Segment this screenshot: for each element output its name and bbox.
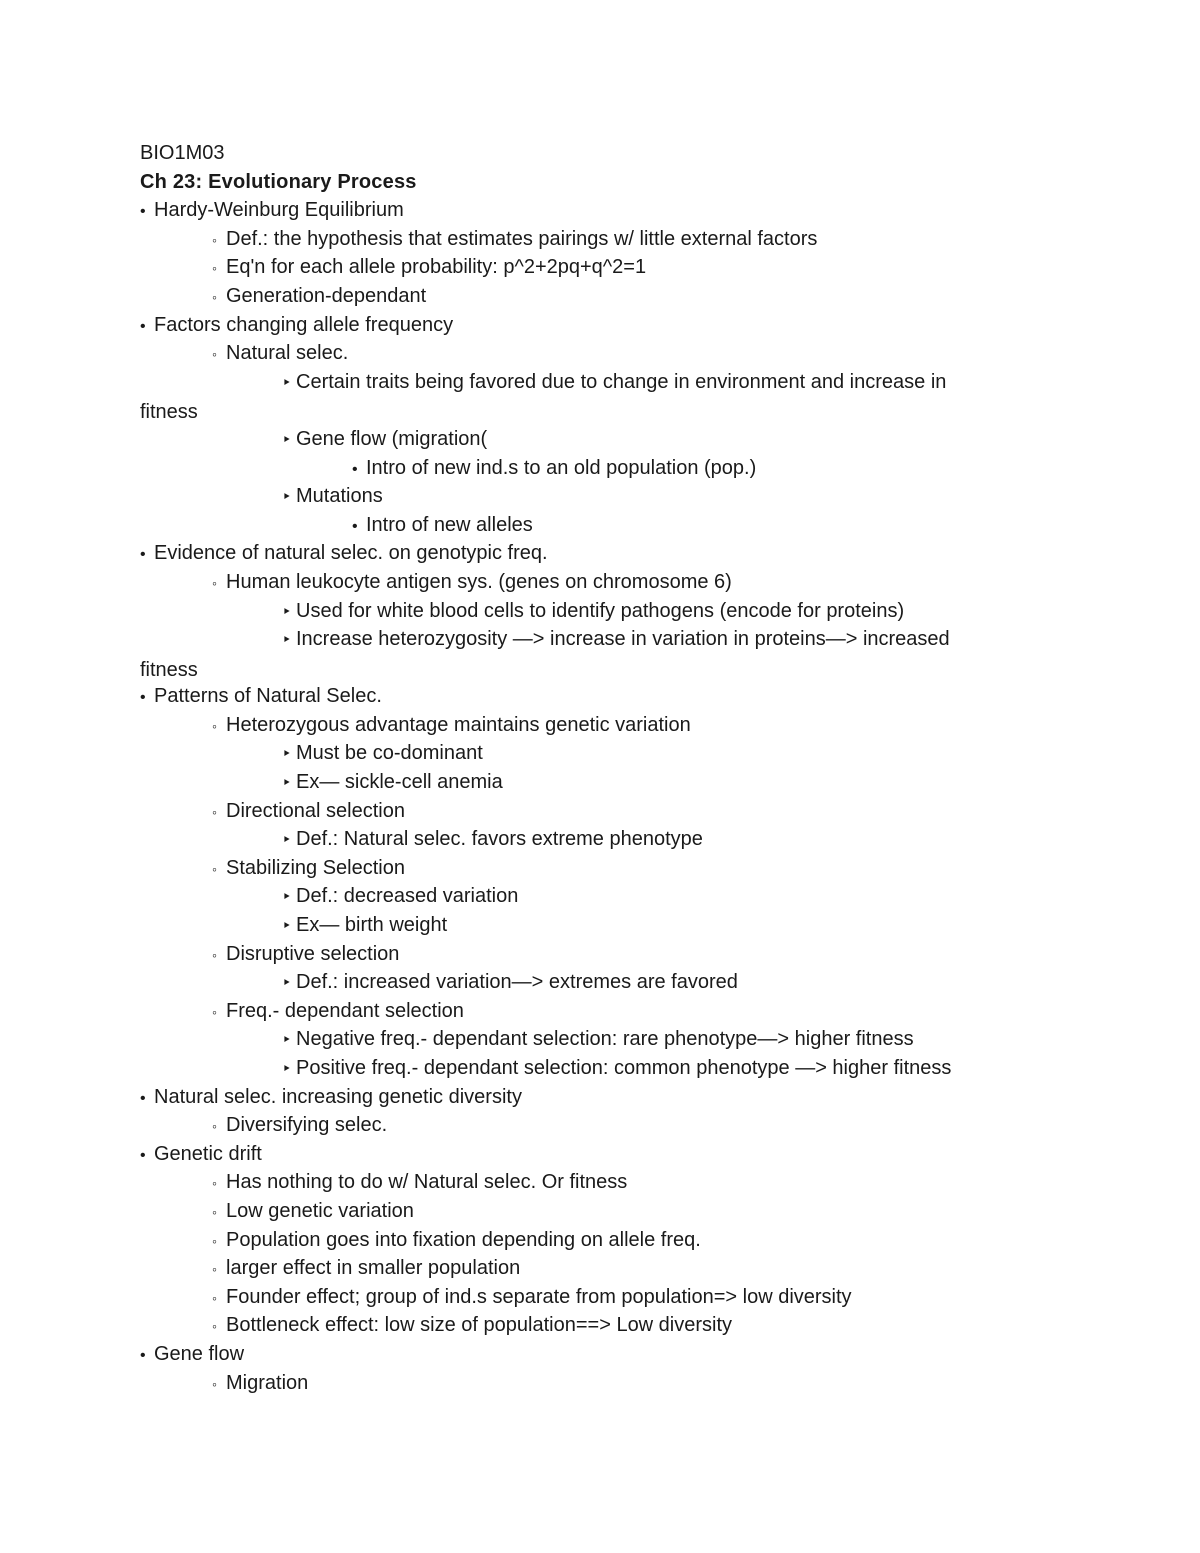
bullet-triangle-icon xyxy=(282,482,296,513)
outline-item-continuation: fitness xyxy=(140,658,198,681)
bullet-circle-icon xyxy=(212,1111,226,1141)
bullet-triangle-icon xyxy=(282,1054,296,1085)
bullet-circle-icon xyxy=(212,1283,226,1313)
outline-item xyxy=(140,739,1020,768)
bullet-circle-icon xyxy=(212,225,226,255)
outline-item xyxy=(140,1140,1020,1169)
outline-item xyxy=(140,368,1020,425)
outline-item-text: Used for white blood cells to identify pathogens (encode for proteins) xyxy=(296,599,905,622)
outline-item xyxy=(140,482,1020,511)
outline-item xyxy=(140,1197,1020,1226)
bullet-circle-icon xyxy=(212,282,226,312)
outline-item xyxy=(140,854,1020,883)
outline-item-text: Generation-dependant xyxy=(226,284,427,307)
outline-item xyxy=(140,454,1020,483)
bullet-circle-icon xyxy=(212,1311,226,1341)
outline-item-text: Gene flow (migration( xyxy=(296,427,488,450)
outline-item-text: Stabilizing Selection xyxy=(226,856,405,879)
notes-body xyxy=(140,139,1020,1397)
outline-item xyxy=(140,711,1020,740)
bullet-circle-icon xyxy=(212,1197,226,1227)
outline-item xyxy=(140,225,1020,254)
outline-item-text: Human leukocyte antigen sys. (genes on chromosome 6) xyxy=(226,570,732,593)
outline-item xyxy=(140,797,1020,826)
bullet-dot-icon xyxy=(140,196,154,227)
bullet-triangle-icon xyxy=(282,739,296,770)
bullet-circle-icon xyxy=(212,711,226,741)
bullet-dot-icon xyxy=(140,1140,154,1171)
outline-item xyxy=(140,311,1020,340)
outline-item xyxy=(140,1283,1020,1312)
outline-item xyxy=(140,511,1020,540)
bullet-circle-icon xyxy=(212,1254,226,1284)
outline-item xyxy=(140,968,1020,997)
outline-item xyxy=(140,1340,1020,1369)
outline-item xyxy=(140,1369,1020,1398)
outline-item-text: Ex— sickle-cell anemia xyxy=(296,771,503,794)
course-code: BIO1M03 xyxy=(140,142,225,164)
bullet-dot-icon xyxy=(140,311,154,342)
bullet-dot-icon xyxy=(140,539,154,570)
outline-item-text: Bottleneck effect: low size of population==> Low diversity xyxy=(226,1314,733,1337)
outline-item xyxy=(140,1168,1020,1197)
outline-item-text: Def.: increased variation—> extremes are favored xyxy=(296,971,738,994)
outline-item-text: Disruptive selection xyxy=(226,942,400,965)
bullet-circle-icon xyxy=(212,253,226,283)
outline-item xyxy=(140,196,1020,225)
outline-item-continuation: fitness xyxy=(140,401,198,424)
outline-item-text: Population goes into fixation depending on allele freq. xyxy=(226,1228,701,1251)
outline-item xyxy=(140,768,1020,797)
outline-item xyxy=(140,425,1020,454)
outline-item-text: Patterns of Natural Selec. xyxy=(154,685,382,708)
bullet-dot-icon xyxy=(140,1083,154,1114)
outline-item xyxy=(140,682,1020,711)
outline-item-text: Intro of new alleles xyxy=(366,513,533,536)
outline-item-text: larger effect in smaller population xyxy=(226,1257,521,1280)
outline-item xyxy=(140,1311,1020,1340)
bullet-circle-icon xyxy=(212,1226,226,1256)
outline-item xyxy=(140,568,1020,597)
outline-item-text: Increase heterozygosity —> increase in variation in proteins—> increased xyxy=(296,628,950,651)
bullet-triangle-icon xyxy=(282,625,296,656)
outline-item xyxy=(140,882,1020,911)
outline-item-text: Certain traits being favored due to change in environment and increase in xyxy=(296,370,947,393)
bullet-triangle-icon xyxy=(282,825,296,856)
outline-item-text: Has nothing to do w/ Natural selec. Or fitness xyxy=(226,1171,628,1194)
outline-item xyxy=(140,997,1020,1026)
outline-item xyxy=(140,597,1020,626)
outline-item xyxy=(140,1025,1020,1054)
outline-item-text: Negative freq.- dependant selection: rare phenotype—> higher fitness xyxy=(296,1028,914,1051)
outline-item xyxy=(140,1054,1020,1083)
outline-item-text: Low genetic variation xyxy=(226,1199,414,1222)
outline-item-text: Diversifying selec. xyxy=(226,1114,388,1137)
outline-item xyxy=(140,625,1020,682)
outline-item-text: Def.: Natural selec. favors extreme phenotype xyxy=(296,828,703,851)
outline-item xyxy=(140,253,1020,282)
notes-outline xyxy=(140,196,1020,1397)
outline-item-text: Founder effect; group of ind.s separate from population=> low diversity xyxy=(226,1285,852,1308)
outline-item xyxy=(140,1111,1020,1140)
bullet-circle-icon xyxy=(212,997,226,1027)
bullet-dot-icon xyxy=(140,1340,154,1371)
bullet-triangle-icon xyxy=(282,368,296,399)
outline-item-text: Eq'n for each allele probability: p^2+2pq+q^2=1 xyxy=(226,256,647,279)
outline-item-text: Freq.- dependant selection xyxy=(226,999,464,1022)
outline-item-text: Gene flow xyxy=(154,1342,245,1365)
outline-item xyxy=(140,539,1020,568)
bullet-triangle-icon xyxy=(282,1025,296,1056)
bullet-triangle-icon xyxy=(282,968,296,999)
outline-item xyxy=(140,339,1020,368)
bullet-circle-icon xyxy=(212,1369,226,1399)
bullet-circle-icon xyxy=(212,854,226,884)
outline-item-text: Must be co-dominant xyxy=(296,742,483,765)
bullet-triangle-icon xyxy=(282,425,296,456)
outline-item xyxy=(140,282,1020,311)
outline-item-text: Factors changing allele frequency xyxy=(154,313,454,336)
outline-item-text: Genetic drift xyxy=(154,1142,262,1165)
bullet-circle-icon xyxy=(212,339,226,369)
chapter-title: Ch 23: Evolutionary Process xyxy=(140,170,417,193)
bullet-circle-icon xyxy=(212,940,226,970)
outline-item-text: Mutations xyxy=(296,485,383,508)
outline-item xyxy=(140,940,1020,969)
bullet-circle-icon xyxy=(212,568,226,598)
bullet-triangle-icon xyxy=(282,911,296,942)
outline-item-text: Heterozygous advantage maintains genetic variation xyxy=(226,713,691,736)
bullet-circle-icon xyxy=(212,797,226,827)
outline-item-text: Natural selec. increasing genetic diversity xyxy=(154,1085,522,1108)
outline-item-text: Directional selection xyxy=(226,799,405,822)
outline-item xyxy=(140,825,1020,854)
outline-item xyxy=(140,911,1020,940)
outline-item-text: Migration xyxy=(226,1371,309,1394)
outline-item xyxy=(140,1083,1020,1112)
bullet-triangle-icon xyxy=(282,597,296,628)
outline-item-text: Def.: the hypothesis that estimates pairings w/ little external factors xyxy=(226,227,818,250)
outline-item-text: Natural selec. xyxy=(226,342,349,365)
outline-item-text: Hardy-Weinburg Equilibrium xyxy=(154,199,404,222)
bullet-dot-icon xyxy=(352,454,366,485)
outline-item-text: Ex— birth weight xyxy=(296,914,448,937)
outline-item xyxy=(140,1226,1020,1255)
bullet-triangle-icon xyxy=(282,882,296,913)
outline-item-text: Intro of new ind.s to an old population (pop.) xyxy=(366,456,757,479)
outline-item-text: Positive freq.- dependant selection: common phenotype —> higher fitness xyxy=(296,1057,952,1079)
outline-item-text: Def.: decreased variation xyxy=(296,885,519,908)
bullet-circle-icon xyxy=(212,1168,226,1198)
bullet-triangle-icon xyxy=(282,768,296,799)
outline-item-text: Evidence of natural selec. on genotypic freq. xyxy=(154,542,548,565)
bullet-dot-icon xyxy=(352,511,366,542)
outline-item xyxy=(140,1254,1020,1283)
bullet-dot-icon xyxy=(140,682,154,713)
